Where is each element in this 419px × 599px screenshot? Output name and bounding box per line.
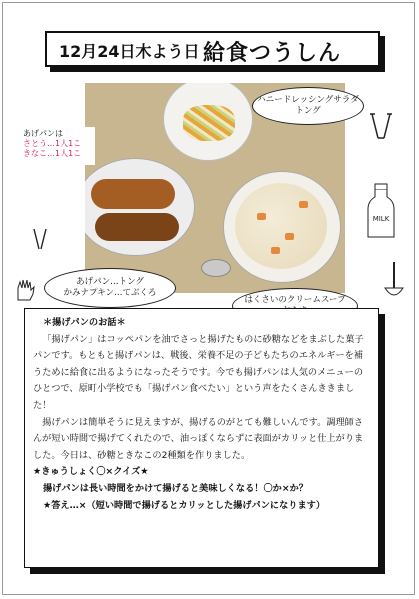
- ladle-icon: [383, 262, 405, 302]
- milk-bottle-icon: [366, 183, 396, 239]
- quiz-heading: ★きゅうしょく〇×クイズ★: [33, 466, 149, 478]
- serving-note-title: あげパンは: [23, 129, 63, 138]
- article-box: [24, 308, 379, 568]
- fried-bread-kinako: [95, 213, 179, 241]
- bread-bubble: [44, 268, 176, 308]
- bread-bubble-line2: かみナプキン…てぶくろ: [63, 288, 157, 298]
- salad-bubble-name: ハニードレッシングサラダ: [257, 95, 359, 105]
- page-title: 給食つうしん: [203, 41, 342, 66]
- title-banner: [45, 31, 380, 67]
- serving-note-kinako: きなこ…1人1こ: [23, 149, 82, 158]
- issue-date: 12月24日木よう日: [59, 42, 200, 61]
- tongs-icon: [368, 112, 394, 142]
- bread-bubble-line1: あげパン…トング: [76, 277, 144, 287]
- fried-bread-sugar: [91, 179, 175, 209]
- serving-note-sugar: さとう…1人1こ: [23, 139, 82, 148]
- quiz-answer: ★答え…×（短い時間で揚げるとカリッとした揚げパンになります）: [43, 499, 326, 511]
- quiz-question: 揚げパンは長い時間をかけて揚げると美味しくなる！〇か×か？: [43, 482, 308, 494]
- salad-bubble: [252, 87, 364, 125]
- milk-label: MILK: [372, 215, 390, 223]
- salad: [183, 105, 235, 141]
- article-paragraph-1: 「揚げパン」はコッペパンを油でさっと揚げたものに砂糖などをまぶした菓子パンです。もともと揚げパンは、戦後、栄養不足の子どもたちのエネルギーを補うために給食に出るようになったそうです。今でも揚げパンは人気のメニューのひとつで、原町小学校でも「揚げパン食べたい」という声をたくさんききました！: [33, 333, 364, 411]
- carrot-piece: [257, 213, 266, 220]
- serving-note: [19, 127, 95, 165]
- tongs-small-icon: [31, 229, 49, 251]
- carrot-piece: [285, 233, 294, 240]
- article-paragraph-2: 揚げパンは簡単そうに見えますが、揚げるのがとても難しいんです。調理師さんが短い時間で揚げてくれたので、油っぽくならずに表面がカリッと仕上がりました。今日は、砂糖ときなこの2種類を作りました。: [33, 416, 364, 461]
- carrot-piece: [299, 201, 308, 208]
- article-heading: ＊揚げパンのお話＊: [43, 317, 126, 328]
- spoon: [201, 259, 231, 277]
- glove-icon: [14, 278, 38, 302]
- carrot-piece: [271, 247, 280, 254]
- cream-soup: [235, 183, 327, 269]
- salad-bubble-tool: トング: [295, 106, 321, 116]
- soup-bubble-name: はくさいのクリームスープ: [244, 295, 346, 305]
